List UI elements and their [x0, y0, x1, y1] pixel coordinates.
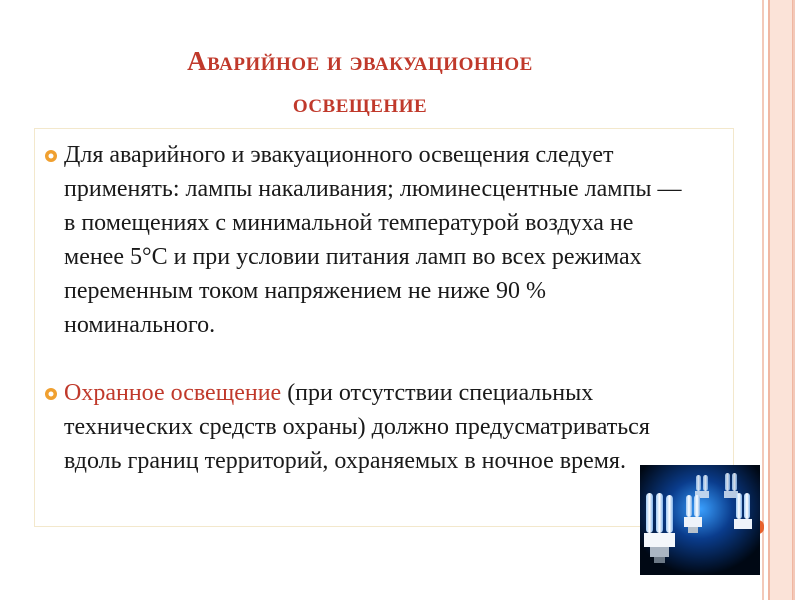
gear-bullet-icon — [44, 387, 58, 401]
bullet-item — [44, 138, 684, 342]
bullet-item — [44, 376, 684, 478]
decor-stripe — [768, 0, 794, 600]
title-line-1: Аварийное и эвакуационное — [187, 46, 533, 76]
energy-saving-lamps-image — [640, 465, 760, 575]
bullet-text: (при отсутствии специальных технических средств охраны) должно предусматриваться вдоль границ территорий, охраняемых в ночное время. — [64, 380, 650, 474]
decor-stripe — [762, 0, 764, 600]
bullet-text: Для аварийного и эвакуационного освещения следует применять: лампы накаливания; люминесцентные лампы — в помещениях с минимальной температурой воздуха не менее 5°С и при условии питания ламп во всех режимах переменным током напряжением не ниже 90 % номинального. — [64, 142, 682, 338]
gear-bullet-icon — [44, 149, 58, 163]
slide-title — [60, 40, 660, 124]
bullet-lead: Охранное освещение — [64, 380, 282, 406]
decor-stripe — [793, 0, 795, 600]
title-line-2: освещение — [292, 88, 428, 118]
